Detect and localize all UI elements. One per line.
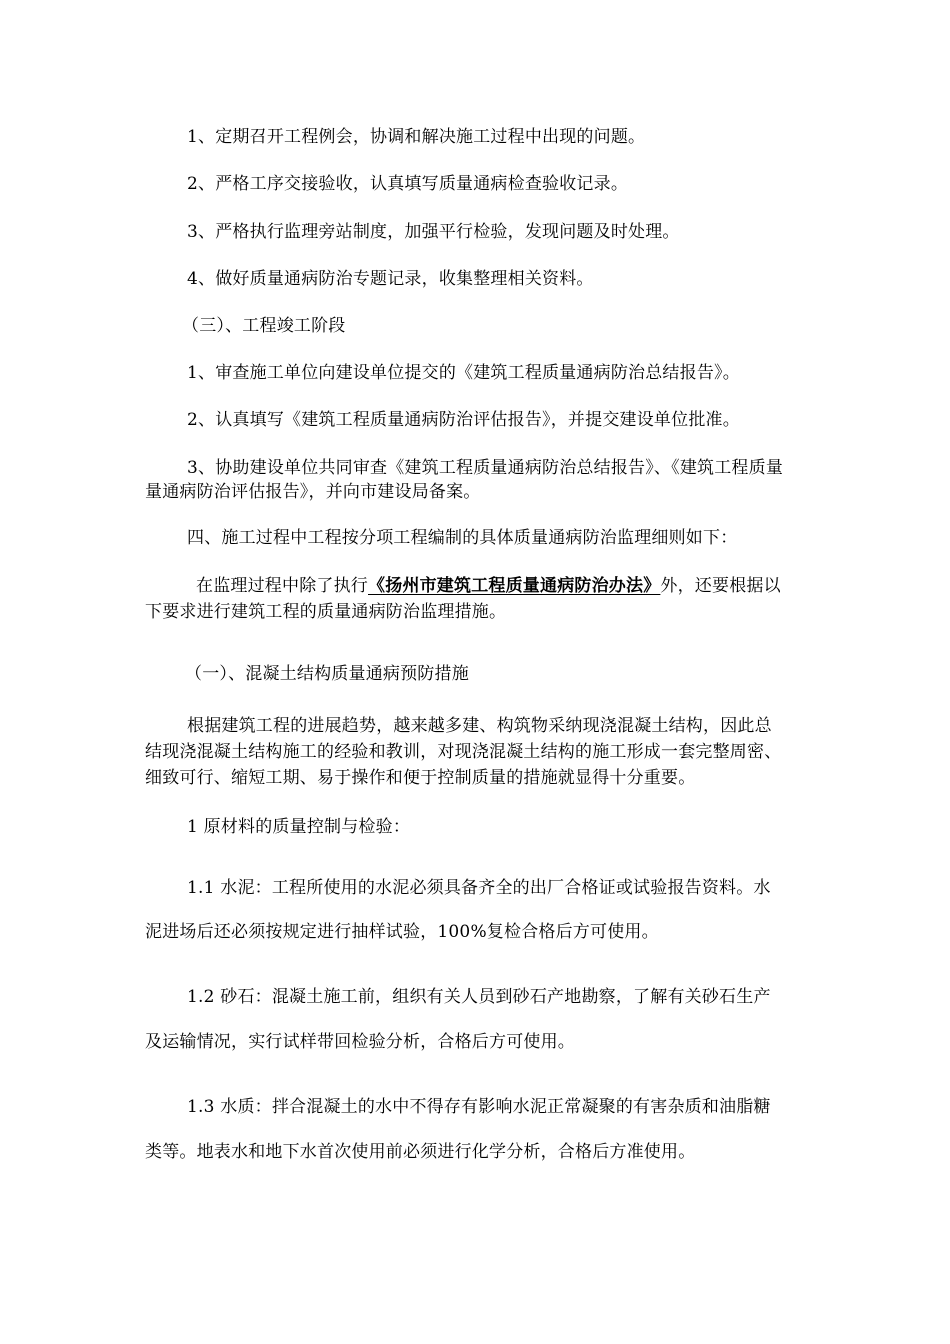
paragraph-line: 1.3 水质：拌合混凝土的水中不得存有影响水泥正常凝聚的有害杂质和油脂糖 [187,1097,771,1117]
paragraph-line: 及运输情况，实行试样带回检验分析，合格后方可使用。 [145,1032,575,1052]
paragraph-line: 1.2 砂石：混凝土施工前，组织有关人员到砂石产地勘察，了解有关砂石生产 [187,987,771,1007]
list-item: 1、定期召开工程例会，协调和解决施工过程中出现的问题。 [187,127,646,147]
section-heading: （一）、混凝土结构质量通病预防措施 [185,664,469,684]
paragraph-line: 细致可行、缩短工期、易于操作和便于控制质量的措施就显得十分重要。 [145,768,696,788]
section-heading: （三）、工程竣工阶段 [182,316,346,336]
list-item: 2、严格工序交接验收，认真填写质量通病检查验收记录。 [187,174,629,194]
paragraph-line: 类等。地表水和地下水首次使用前必须进行化学分析，合格后方准使用。 [145,1142,696,1162]
list-item: 3、严格执行监理旁站制度，加强平行检验，发现问题及时处理。 [187,222,680,242]
intro-paragraph-continuation: 下要求进行建筑工程的质量通病防治监理措施。 [145,602,507,622]
list-item: 3、协助建设单位共同审查《建筑工程质量通病防治总结报告》、《建筑工程质量 [187,458,784,478]
intro-paragraph [196,574,781,598]
list-item: 4、做好质量通病防治专题记录，收集整理相关资料。 [187,269,594,289]
paragraph-line: 泥进场后还必须按规定进行抽样试验，100%复检合格后方可使用。 [145,922,659,942]
intro-suffix: 外，还要根据以 [660,576,781,596]
intro-prefix: 在监理过程中除了执行 [196,576,368,596]
paragraph-line: 1.1 水泥：工程所使用的水泥必须具备齐全的出厂合格证或试验报告资料。水 [187,878,771,898]
subsection-heading: 1 原材料的质量控制与检验： [187,817,411,837]
section-heading: 四、施工过程中工程按分项工程编制的具体质量通病防治监理细则如下： [187,528,738,548]
regulation-link[interactable]: 《扬州市建筑工程质量通病防治办法》 [368,576,661,596]
list-item: 2、认真填写《建筑工程质量通病防治评估报告》，并提交建设单位批准。 [187,410,740,430]
list-item: 1、审查施工单位向建设单位提交的《建筑工程质量通病防治总结报告》。 [187,363,740,383]
paragraph-line: 结现浇混凝土结构施工的经验和教训，对现浇混凝土结构的施工形成一套完整周密、 [145,742,782,762]
paragraph-line: 根据建筑工程的进展趋势，越来越多建、构筑物采纳现浇混凝土结构，因此总 [187,716,772,736]
list-item-continuation: 量通病防治评估报告》，并向市建设局备案。 [145,482,481,502]
